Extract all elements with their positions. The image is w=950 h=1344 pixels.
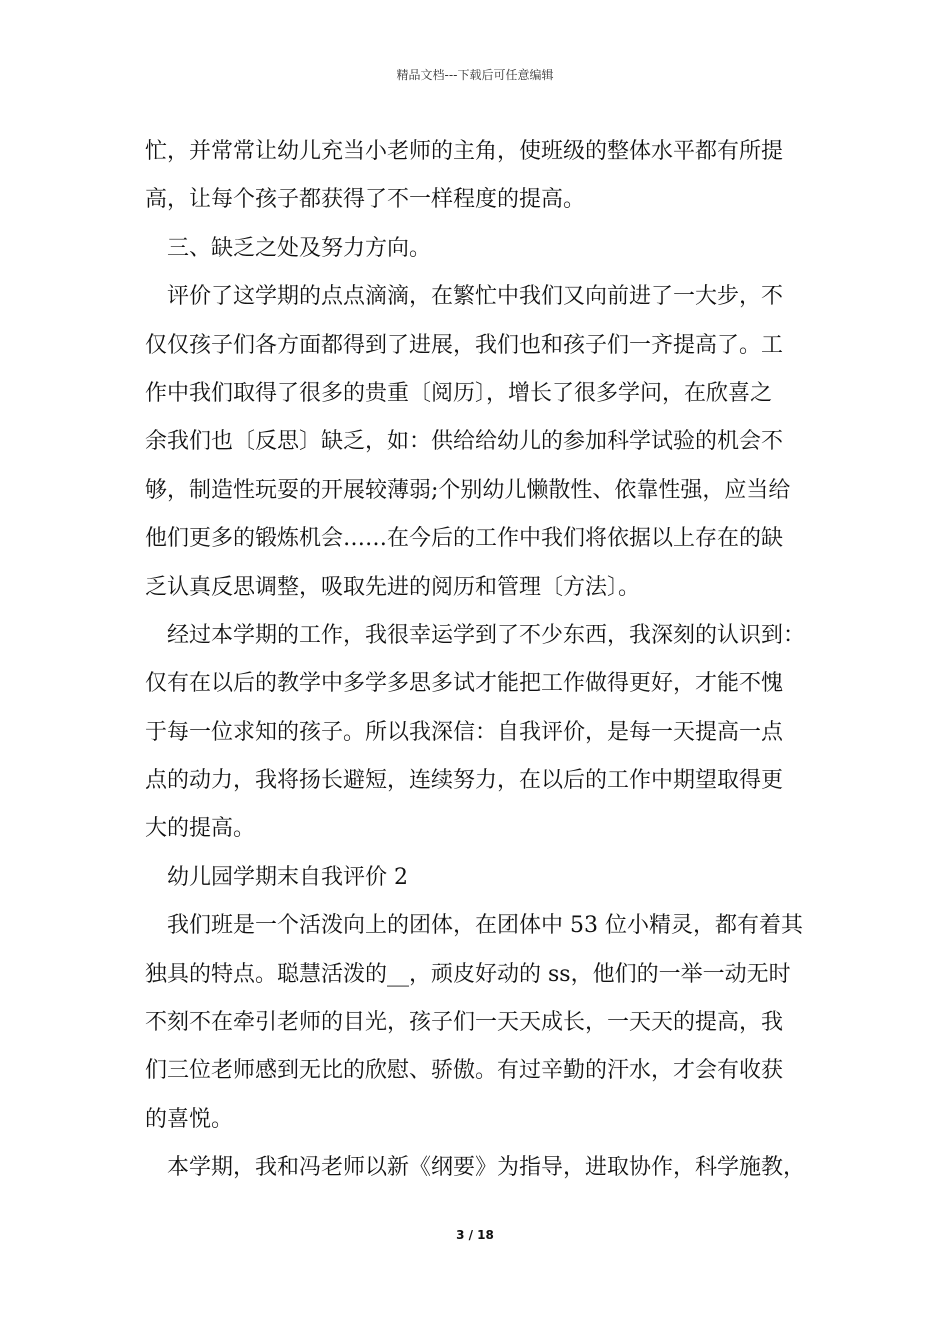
text-line: 仅有在以后的教学中多学多思多试才能把工作做得更好，才能不愧 [145, 671, 784, 697]
text-line: 本学期，我和冯老师以新《纲要》为指导，进取协作，科学施教， [167, 1155, 806, 1181]
text-line: 他们更多的锻炼机会……在今后的工作中我们将依据以上存在的缺 [145, 526, 784, 552]
text-line: 幼儿园学期末自我评价 2 [167, 864, 408, 890]
document-body [145, 128, 815, 1193]
text-line: 不刻不在牵引老师的目光，孩子们一天天成长，一天天的提高，我 [145, 1010, 784, 1036]
text-line: 经过本学期的工作，我很幸运学到了不少东西，我深刻的认识到： [167, 622, 806, 648]
text-line: 忙，并常常让幼儿充当小老师的主角，使班级的整体水平都有所提 [145, 139, 784, 164]
text-line: 乏认真反思调整，吸取先进的阅历和管理〔方法〕。 [145, 574, 641, 600]
text-line: 仅仅孩子们各方面都得到了进展，我们也和孩子们一齐提高了。工 [145, 332, 784, 358]
text-line: 余我们也〔反思〕缺乏，如：供给给幼儿的参加科学试验的机会不 [145, 429, 784, 455]
text-line: 评价了这学期的点点滴滴，在繁忙中我们又向前进了一大步，不 [167, 284, 784, 310]
text-line: 们三位老师感到无比的欣慰、骄傲。有过辛勤的汗水，才会有收获 [145, 1058, 784, 1084]
text-line: 够，制造性玩耍的开展较薄弱;个别幼儿懒散性、依靠性强，应当给 [145, 477, 791, 503]
text-line: 我们班是一个活泼向上的团体，在团体中 53 位小精灵，都有着其 [167, 913, 803, 939]
text-line: 于每一位求知的孩子。所以我深信：自我评价，是每一天提高一点 [145, 719, 784, 745]
text-line: 作中我们取得了很多的贵重〔阅历〕，增长了很多学问，在欣喜之 [145, 380, 773, 406]
text-line: 高，让每个孩子都获得了不一样程度的提高。 [145, 187, 586, 213]
text-line: 大的提高。 [145, 816, 256, 842]
text-line: 独具的特点。聪慧活泼的__，顽皮好动的 ss，他们的一举一动无时 [145, 961, 791, 987]
text-line: 的喜悦。 [145, 1106, 234, 1132]
page-header: 精品文档---下载后可任意编辑 [396, 68, 554, 82]
text-line: 三、缺乏之处及努力方向。 [167, 235, 432, 261]
page-number: 3 / 18 [456, 1228, 494, 1242]
text-line: 点的动力，我将扬长避短，连续努力，在以后的工作中期望取得更 [145, 768, 784, 794]
